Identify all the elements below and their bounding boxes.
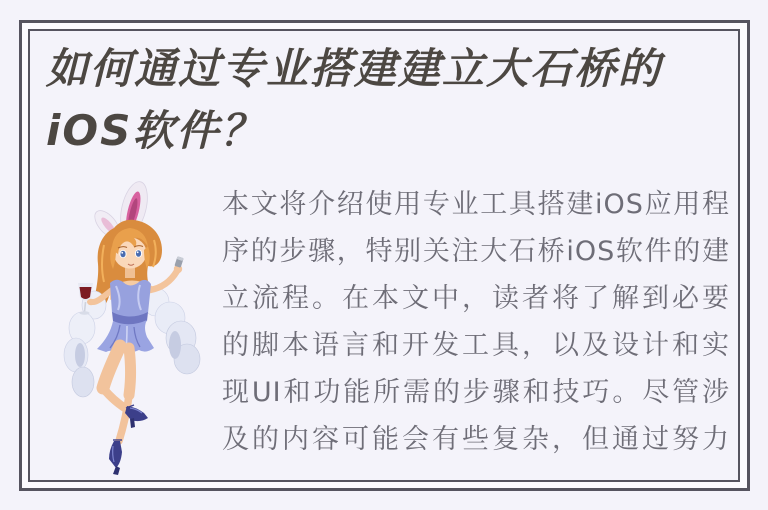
body-line: 立流程。在本文中，读者将了解到必要 (222, 283, 730, 314)
body-line: 的脚本语言和开发工具，以及设计和实 (222, 330, 730, 361)
arm-raised (150, 271, 177, 290)
body-line: 现UI和功能所需的步骤和技巧。尽管涉 (222, 377, 730, 408)
bunny-girl-illustration (50, 150, 220, 480)
legs (103, 346, 131, 441)
body-line: 序的步骤，特别关注大石桥iOS软件的建 (222, 236, 730, 267)
high-heel-down (109, 440, 122, 475)
body-line: 本文将介绍使用专业工具搭建iOS应用程 (222, 189, 730, 220)
fur-stole-right (143, 288, 200, 374)
article-title: 如何通过专业搭建建立大石桥的iOS软件？ (46, 44, 663, 155)
body-line: 及的内容可能会有些复杂，但通过努力 (222, 424, 730, 455)
article-body (222, 181, 730, 463)
high-heel-right (125, 405, 148, 428)
